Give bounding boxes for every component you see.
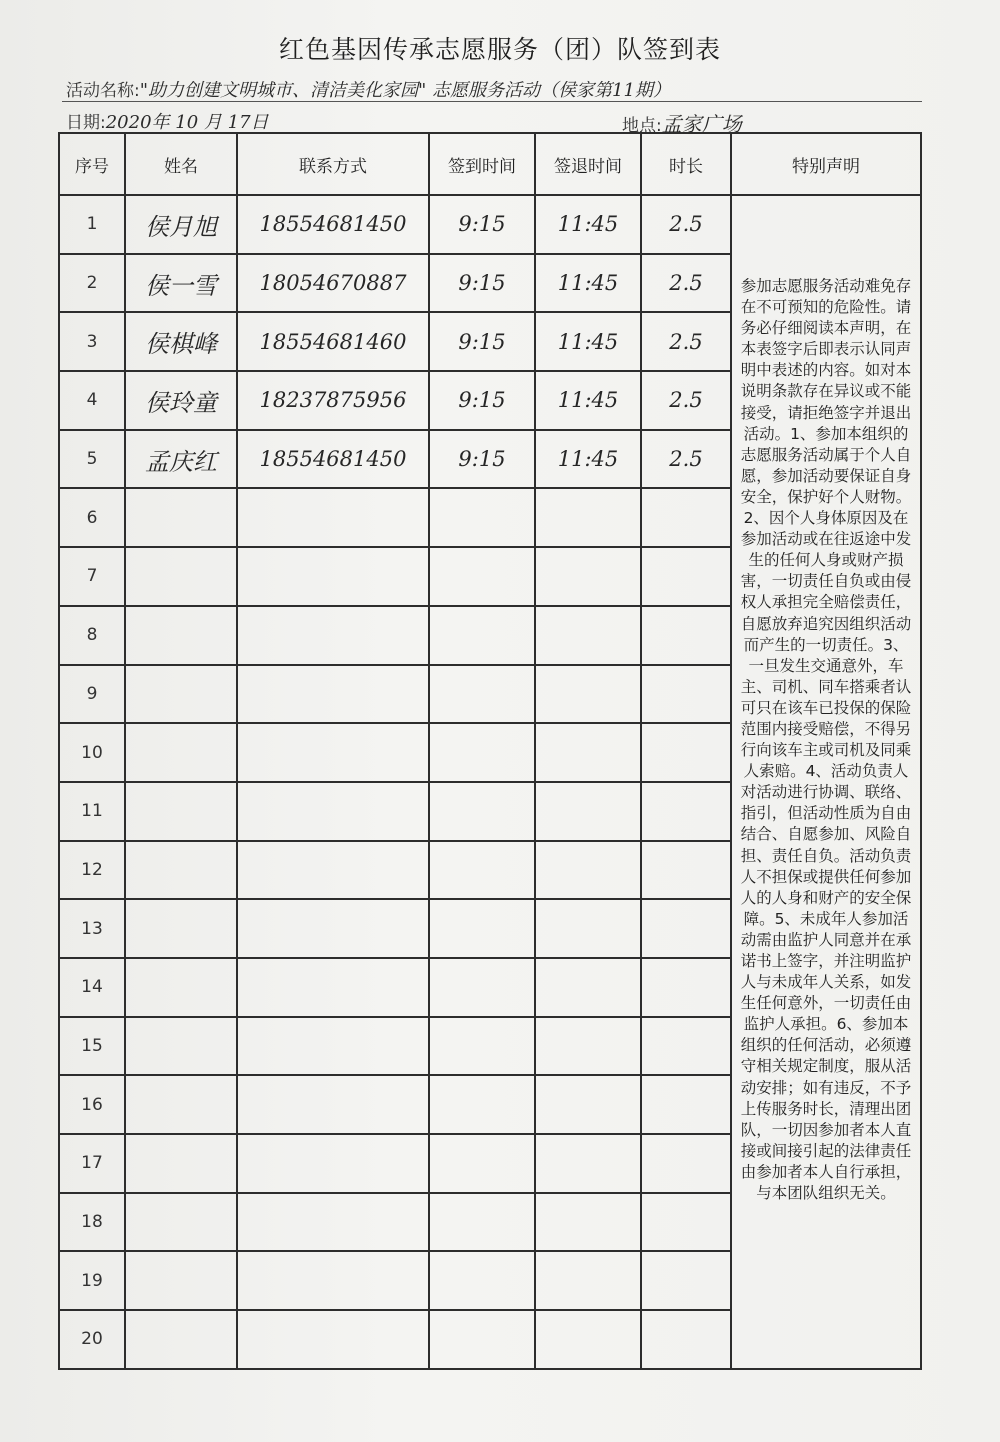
duration-hours-cell	[641, 1251, 731, 1310]
contact-phone-cell	[237, 899, 429, 958]
duration-hours-cell	[641, 1134, 731, 1193]
contact-phone-cell	[237, 841, 429, 900]
signer-name-cell	[125, 488, 237, 547]
contact-phone-cell	[237, 782, 429, 841]
contact-phone-cell	[237, 723, 429, 782]
signer-name-cell	[125, 782, 237, 841]
check-in-time-cell	[429, 488, 535, 547]
row-number: 18	[81, 1212, 103, 1233]
signer-name-cell	[125, 371, 237, 430]
check-in-time-cell	[429, 254, 535, 313]
row-number: 10	[81, 742, 103, 763]
check-in-time-cell	[429, 1134, 535, 1193]
row-number: 9	[86, 683, 98, 704]
signer-name: 侯一雪	[145, 271, 217, 300]
check-in-time: 9:15	[458, 388, 506, 413]
check-in-time-cell	[429, 1310, 535, 1369]
contact-phone: 18554681450	[259, 212, 407, 237]
contact-phone-cell	[237, 606, 429, 665]
duration-hours-cell	[641, 547, 731, 606]
row-number-cell	[59, 430, 125, 489]
check-in-time-cell	[429, 665, 535, 724]
duration-hours-cell	[641, 606, 731, 665]
col-header-contact: 联系方式	[237, 133, 429, 195]
check-in-time: 9:15	[458, 447, 506, 472]
row-number-cell	[59, 312, 125, 371]
row-number-cell	[59, 1075, 125, 1134]
check-in-time-cell	[429, 958, 535, 1017]
location-value: 孟家广场	[661, 112, 742, 136]
check-out-time: 11:45	[557, 329, 619, 354]
signer-name-cell	[125, 312, 237, 371]
row-number: 19	[81, 1270, 103, 1291]
signer-name: 孟庆红	[145, 447, 217, 476]
duration-hours-cell	[641, 899, 731, 958]
duration-hours-cell	[641, 1075, 731, 1134]
sign-in-table	[58, 132, 922, 1370]
check-out-time-cell	[535, 371, 641, 430]
duration-hours: 2.5	[669, 212, 703, 237]
duration-hours-cell	[641, 430, 731, 489]
row-number-cell	[59, 1134, 125, 1193]
contact-phone-cell	[237, 1310, 429, 1369]
contact-phone-cell	[237, 430, 429, 489]
contact-phone-cell	[237, 371, 429, 430]
contact-phone: 18554681460	[259, 329, 407, 354]
signer-name-cell	[125, 195, 237, 254]
signer-name-cell	[125, 899, 237, 958]
check-out-time-cell	[535, 254, 641, 313]
row-number: 20	[81, 1329, 103, 1350]
check-in-time: 9:15	[458, 212, 506, 237]
contact-phone-cell	[237, 1134, 429, 1193]
signer-name-cell	[125, 1075, 237, 1134]
signer-name-cell	[125, 723, 237, 782]
col-header-checkout: 签退时间	[535, 133, 641, 195]
row-number: 3	[86, 331, 98, 352]
col-header-name: 姓名	[125, 133, 237, 195]
row-number-cell	[59, 723, 125, 782]
date-row	[66, 108, 269, 134]
check-in-time-cell	[429, 312, 535, 371]
duration-hours-cell	[641, 723, 731, 782]
col-header-checkin: 签到时间	[429, 133, 535, 195]
col-header-no: 序号	[59, 133, 125, 195]
signer-name-cell	[125, 606, 237, 665]
row-number: 16	[81, 1094, 103, 1115]
duration-hours: 2.5	[669, 447, 703, 472]
row-number: 5	[86, 449, 98, 470]
row-number-cell	[59, 665, 125, 724]
check-out-time: 11:45	[557, 271, 619, 296]
row-number-cell	[59, 1251, 125, 1310]
duration-hours-cell	[641, 782, 731, 841]
check-out-time-cell	[535, 312, 641, 371]
duration-hours: 2.5	[669, 329, 703, 354]
check-out-time-cell	[535, 782, 641, 841]
signer-name: 侯玲童	[145, 388, 217, 417]
duration-hours-cell	[641, 195, 731, 254]
col-header-declaration: 特别声明	[731, 133, 921, 195]
row-number-cell	[59, 958, 125, 1017]
contact-phone: 18554681450	[259, 447, 407, 472]
duration-hours-cell	[641, 312, 731, 371]
contact-phone-cell	[237, 1251, 429, 1310]
row-number: 4	[86, 390, 98, 411]
row-number: 2	[86, 273, 98, 294]
contact-phone-cell	[237, 312, 429, 371]
table-row	[59, 195, 921, 254]
duration-hours-cell	[641, 488, 731, 547]
check-out-time: 11:45	[557, 388, 619, 413]
check-out-time-cell	[535, 841, 641, 900]
signer-name-cell	[125, 547, 237, 606]
contact-phone-cell	[237, 547, 429, 606]
check-out-time-cell	[535, 547, 641, 606]
check-out-time: 11:45	[557, 447, 619, 472]
row-number-cell	[59, 606, 125, 665]
row-number-cell	[59, 841, 125, 900]
check-out-time-cell	[535, 958, 641, 1017]
check-out-time-cell	[535, 899, 641, 958]
contact-phone-cell	[237, 195, 429, 254]
check-in-time-cell	[429, 606, 535, 665]
row-number-cell	[59, 488, 125, 547]
check-out-time: 11:45	[557, 212, 619, 237]
signer-name-cell	[125, 1310, 237, 1369]
duration-hours-cell	[641, 1017, 731, 1076]
activity-row	[66, 76, 671, 102]
row-number: 14	[81, 977, 103, 998]
col-header-duration: 时长	[641, 133, 731, 195]
duration-hours: 2.5	[669, 271, 703, 296]
check-in-time-cell	[429, 430, 535, 489]
check-in-time-cell	[429, 547, 535, 606]
date-label: 日期:	[66, 113, 106, 133]
check-out-time-cell	[535, 606, 641, 665]
duration-hours-cell	[641, 1193, 731, 1252]
contact-phone-cell	[237, 1017, 429, 1076]
row-number-cell	[59, 547, 125, 606]
check-out-time-cell	[535, 195, 641, 254]
check-in-time-cell	[429, 782, 535, 841]
signer-name-cell	[125, 1134, 237, 1193]
check-in-time-cell	[429, 841, 535, 900]
row-number: 7	[86, 566, 98, 587]
row-number-cell	[59, 1017, 125, 1076]
check-out-time-cell	[535, 430, 641, 489]
row-number-cell	[59, 371, 125, 430]
contact-phone-cell	[237, 1075, 429, 1134]
signer-name: 侯月旭	[145, 212, 217, 241]
check-out-time-cell	[535, 1075, 641, 1134]
row-number-cell	[59, 195, 125, 254]
row-number-cell	[59, 899, 125, 958]
check-out-time-cell	[535, 1134, 641, 1193]
check-in-time-cell	[429, 1075, 535, 1134]
signer-name-cell	[125, 1017, 237, 1076]
declaration-text: 参加志愿服务活动难免存在不可预知的危险性。请务必仔细阅读本声明，在本表签字后即表示认同声明中表述的内容。如对本说明条款存在异议或不能接受，请拒绝签字并退出活动。1、参加本组织的志愿服务活动属于个人自愿，参加活动要保证自身安全，保护好个人财物。2、因个人身体原因及在参加活动或在往返途中发生的任何人身或财产损害，一切责任自负或由侵权人承担完全赔偿责任，自愿放弃追究因组织活动而产生的一切责任。3、一旦发生交通意外，车主、司机、同车搭乘者认可只在该车已投保的保险范围内接受赔偿，不得另行向该车主或司机及同乘人索赔。4、活动负责人对活动进行协调、联络、指引，但活动性质为自由结合、自愿参加、风险自担、责任自负。活动负责人不担保或提供任何参加人的人身和财产的安全保障。5、未成年人参加活动需由监护人同意并在承诺书上签字，并注明监护人与未成年人关系，如发生任何意外，一切责任由监护人承担。6、参加本组织的任何活动，必须遵守相关规定制度，服从活动安排；如有违反，不予上传服务时长，清理出团队，一切因参加者本人直接或间接引起的法律责任由参加者本人自行承担，与本团队组织无关。	[731, 195, 921, 1369]
contact-phone-cell	[237, 488, 429, 547]
contact-phone-cell	[237, 958, 429, 1017]
page-title: 红色基因传承志愿服务（团）队签到表	[278, 35, 721, 64]
location-label: 地点:	[622, 116, 662, 136]
check-in-time-cell	[429, 1251, 535, 1310]
contact-phone-cell	[237, 665, 429, 724]
contact-phone-cell	[237, 1193, 429, 1252]
row-number: 6	[86, 507, 98, 528]
duration-hours-cell	[641, 841, 731, 900]
duration-hours: 2.5	[669, 388, 703, 413]
duration-hours-cell	[641, 665, 731, 724]
row-number: 17	[81, 1153, 103, 1174]
check-in-time-cell	[429, 723, 535, 782]
check-out-time-cell	[535, 723, 641, 782]
signer-name: 侯棋峰	[145, 330, 217, 359]
activity-underline	[62, 101, 922, 102]
signer-name-cell	[125, 841, 237, 900]
signer-name-cell	[125, 430, 237, 489]
row-number: 1	[86, 214, 98, 235]
duration-hours-cell	[641, 958, 731, 1017]
check-out-time-cell	[535, 1310, 641, 1369]
signer-name-cell	[125, 1251, 237, 1310]
check-out-time-cell	[535, 1193, 641, 1252]
duration-hours-cell	[641, 371, 731, 430]
check-in-time: 9:15	[458, 271, 506, 296]
row-number-cell	[59, 782, 125, 841]
row-number-cell	[59, 1310, 125, 1369]
duration-hours-cell	[641, 254, 731, 313]
check-in-time-cell	[429, 371, 535, 430]
table-header-row	[59, 133, 921, 195]
row-number-cell	[59, 254, 125, 313]
check-out-time-cell	[535, 1251, 641, 1310]
signer-name-cell	[125, 665, 237, 724]
date-value: 2020年 10 月 17日	[105, 112, 269, 133]
signer-name-cell	[125, 958, 237, 1017]
check-out-time-cell	[535, 665, 641, 724]
contact-phone: 18237875956	[259, 388, 407, 413]
check-in-time: 9:15	[458, 329, 506, 354]
signer-name-cell	[125, 254, 237, 313]
check-in-time-cell	[429, 899, 535, 958]
row-number: 12	[81, 859, 103, 880]
activity-label: 活动名称:	[66, 81, 140, 101]
check-in-time-cell	[429, 1193, 535, 1252]
activity-name: "助力创建文明城市、清洁美化家园" 志愿服务活动（侯家第11期）	[139, 80, 671, 101]
row-number: 11	[81, 801, 103, 822]
row-number: 8	[86, 625, 98, 646]
row-number: 15	[81, 1035, 103, 1056]
check-in-time-cell	[429, 195, 535, 254]
check-out-time-cell	[535, 488, 641, 547]
contact-phone-cell	[237, 254, 429, 313]
row-number: 13	[81, 918, 103, 939]
contact-phone: 18054670887	[259, 271, 407, 296]
check-out-time-cell	[535, 1017, 641, 1076]
check-in-time-cell	[429, 1017, 535, 1076]
signer-name-cell	[125, 1193, 237, 1252]
row-number-cell	[59, 1193, 125, 1252]
duration-hours-cell	[641, 1310, 731, 1369]
